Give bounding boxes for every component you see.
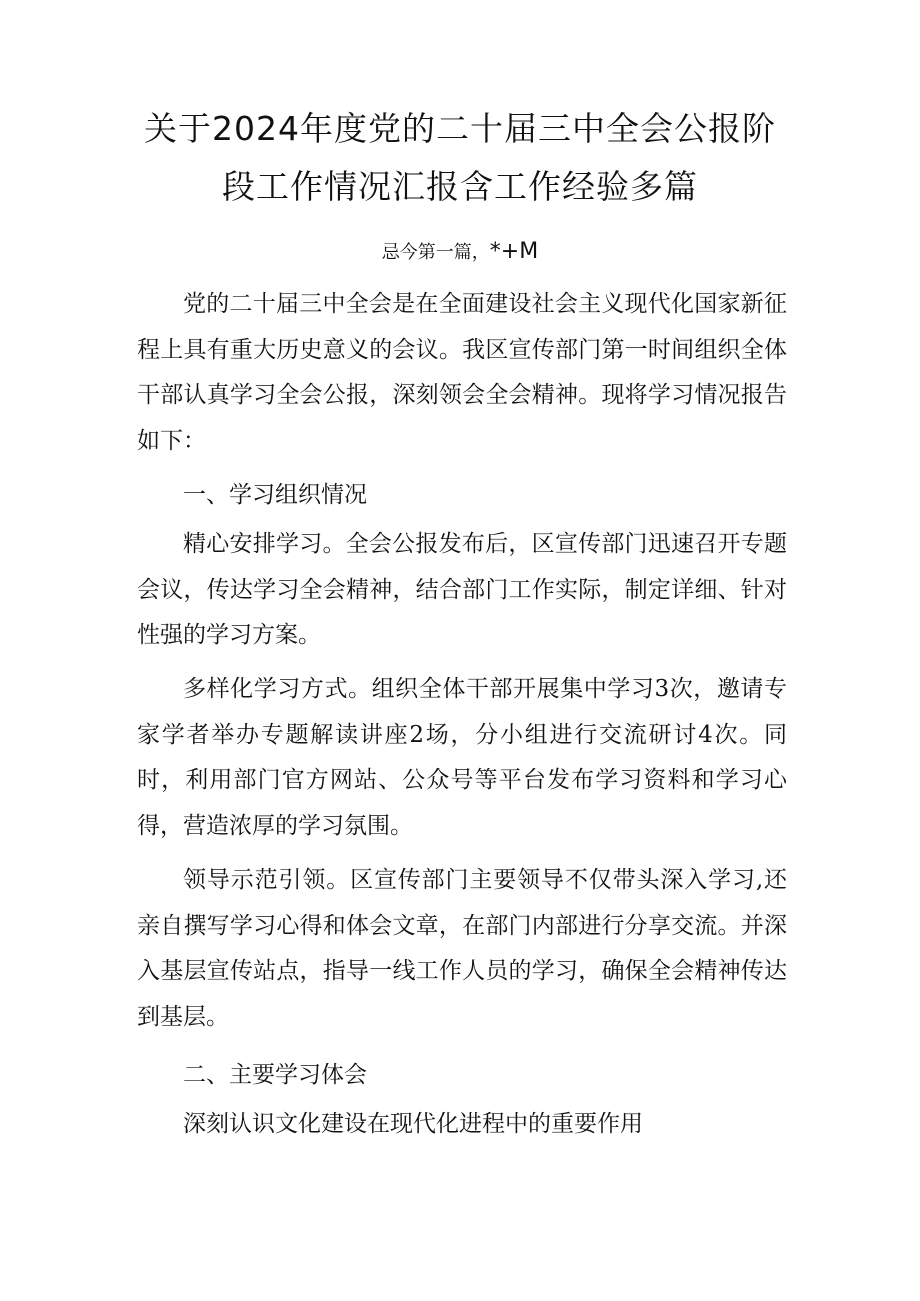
title-line-1: 关于2024年度党的二十届三中全会公报阶: [144, 109, 776, 148]
paragraph-leadership: 领导示范引领。区宣传部门主要领导不仅带头深入学习,还亲自撰写学习心得和体会文章，在部门内部进行分享交流。并深入基层宣传站点，指导一线工作人员的学习，确保全会精神传达到基层。: [137, 867, 787, 1030]
paragraph-study-arrangement: 精心安排学习。全会公报发布后，区宣传部门迅速召开专题会议，传达学习全会精神，结合部门工作实际，制定详细、针对性强的学习方案。: [137, 531, 787, 648]
section-heading-2: 二、主要学习体会: [183, 1062, 367, 1088]
subtitle-mark: *+M: [489, 239, 539, 264]
paragraph-study-methods: 多样化学习方式。组织全体干部开展集中学习3次，邀请专家学者举办专题解读讲座2场，分小组进行交流研讨4次。同时，利用部门官方网站、公众号等平台发布学习资料和学习心得，营造浓厚的学习氛围。: [137, 676, 787, 839]
document-subtitle: [0, 238, 920, 267]
subtitle-text: 忌今第一篇，: [381, 242, 490, 263]
document-title: [100, 100, 820, 216]
title-line-2: 段工作情况汇报含工作经验多篇: [222, 167, 698, 206]
intro-paragraph: 党的二十届三中全会是在全面建设社会主义现代化国家新征程上具有重大历史意义的会议。我区宣传部门第一时间组织全体干部认真学习全会公报，深刻领会全会精神。现将学习情况报告如下：: [137, 291, 787, 454]
paragraph-culture-role: 深刻认识文化建设在现代化进程中的重要作用: [183, 1111, 643, 1137]
section-heading-1: 一、学习组织情况: [183, 482, 367, 508]
